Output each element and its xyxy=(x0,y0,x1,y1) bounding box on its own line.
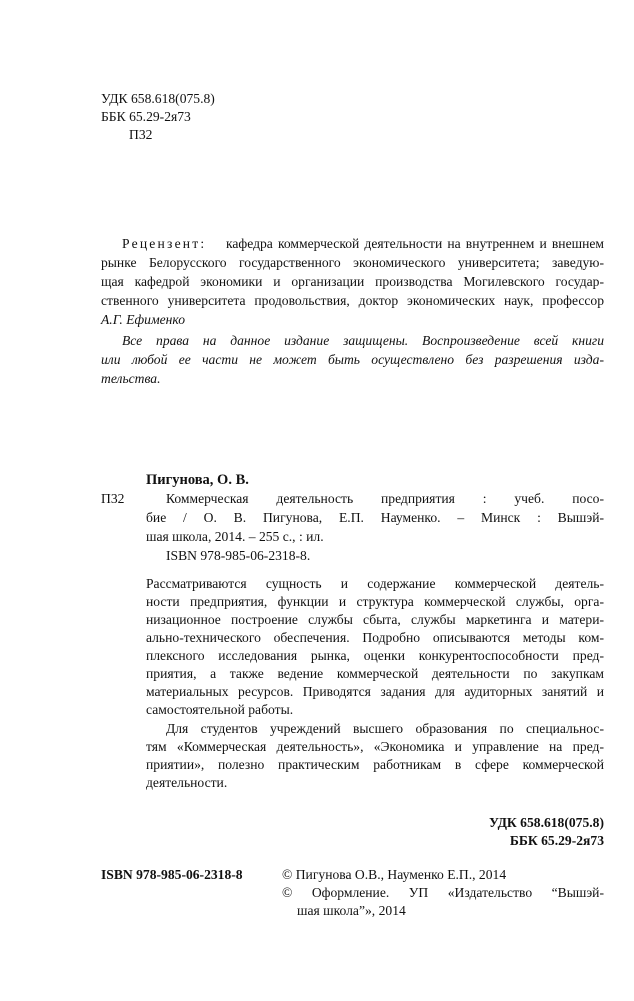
abstract-line-5: плексного исследования рынка, оценки конкурентоспособности пред- xyxy=(146,648,604,663)
catalog-desc-line-1: Коммерческая деятельность предприятия : учеб. посо- xyxy=(166,491,604,506)
abstract-line-2: ности предприятия, функции и структура коммерческой службы, орга- xyxy=(146,594,604,609)
abstract-line-10: тям «Коммерческая деятельность», «Экономика и управление на пред- xyxy=(146,739,604,754)
abstract-line-1: Рассматриваются сущность и содержание коммерческой деятель- xyxy=(146,576,604,591)
abstract-line-3: низационное построение службы сбыта, службы маркетинга и матери- xyxy=(146,612,604,627)
abstract-line-4: ально-технического обеспечения. Подробно описываются методы ком- xyxy=(146,630,604,645)
author-mark: П32 xyxy=(129,127,153,142)
catalog-isbn: ISBN 978-985-06-2318-8. xyxy=(166,548,311,563)
reviewer-label: Рецензент: xyxy=(122,236,207,251)
abstract-line-11: приятии», полезно практическим работникам в сфере коммерческой xyxy=(146,757,604,772)
reviewer-line-3: щая кафедрой экономики и организации производства Могилевского государ- xyxy=(101,274,604,289)
catalog-author-heading: Пигунова, О. В. xyxy=(146,472,249,488)
catalog-mark: П32 xyxy=(101,491,125,506)
rights-line-2: или любой ее части не может быть осуществлено без разрешения изда- xyxy=(101,352,604,367)
footer-isbn: ISBN 978-985-06-2318-8 xyxy=(101,867,243,882)
reviewer-line-1: кафедра коммерческой деятельности на внутреннем и внешнем xyxy=(226,236,604,251)
reviewer-name: А.Г. Ефименко xyxy=(101,312,186,327)
catalog-desc-line-3: шая школа, 2014. – 255 с., : ил. xyxy=(146,529,324,544)
bbk-code: ББК 65.29-2я73 xyxy=(101,109,191,124)
rights-line-1: Все права на данное издание защищены. Воспроизведение всей книги xyxy=(122,333,604,348)
rights-line-3: тельства. xyxy=(101,371,161,386)
reviewer-line-2: рынке Белорусского государственного экономического университета; заведую- xyxy=(101,255,604,270)
bottom-udk-code: УДК 658.618(075.8) xyxy=(488,815,604,830)
copyright-authors: © Пигунова О.В., Науменко Е.П., 2014 xyxy=(282,867,507,882)
abstract-line-7: материальных ресурсов. Приводятся задания для аудиторных занятий и xyxy=(146,684,604,699)
abstract-line-8: самостоятельной работы. xyxy=(146,702,294,717)
bottom-bbk-code: ББК 65.29-2я73 xyxy=(509,833,604,848)
abstract-line-6: приятия, а также ведение коммерческой деятельности по закупкам xyxy=(146,666,604,681)
udk-code: УДК 658.618(075.8) xyxy=(101,91,215,106)
abstract-line-9: Для студентов учреждений высшего образования по специальнос- xyxy=(166,721,604,736)
catalog-desc-line-2: бие / О. В. Пигунова, Е.П. Науменко. – Минск : Вышэй- xyxy=(146,510,604,525)
copyright-design-line-2: шая школа”», 2014 xyxy=(297,903,406,918)
reviewer-line-4: ственного университета продовольствия, доктор экономических наук, профессор xyxy=(101,293,604,308)
copyright-design-line-1: © Оформление. УП «Издательство “Вышэй- xyxy=(282,885,604,900)
abstract-line-12: деятельности. xyxy=(146,775,228,790)
